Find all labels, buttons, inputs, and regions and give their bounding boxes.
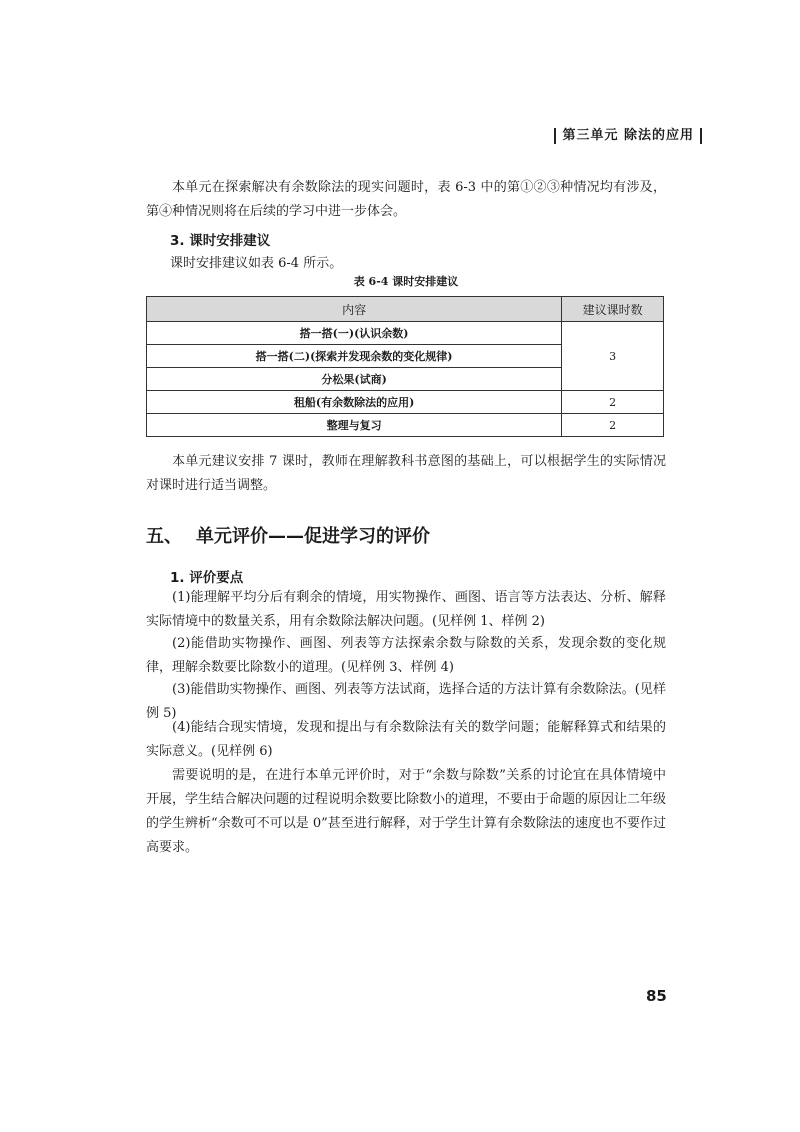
lesson-hours: 2 xyxy=(562,414,664,437)
evaluation-item: (2)能借助实物操作、画图、列表等方法探索余数与除数的关系，发现余数的变化规律，理解余数要比除数小的道理。(见样例 3、样例 4) xyxy=(146,636,666,675)
evaluation-note: 需要说明的是，在进行本单元评价时，对于“余数与除数”关系的讨论宜在具体情境中开展，学生结合解决问题的过程说明余数要比除数小的道理，不要由于命题的原因让二年级的学生辨析“余数可不可以是 0”甚至进行解释，对于学生计算有余数除法的速度也不要作过高要求。 xyxy=(146,768,667,855)
evaluation-item: (3)能借助实物操作、画图、列表等方法试商，选择合适的方法计算有余数除法。(见样例 5) xyxy=(146,682,666,721)
table-caption: 表 6-4 课时安排建议 xyxy=(353,275,459,288)
evaluation-heading: 1. 评价要点 xyxy=(170,570,244,586)
table-row xyxy=(147,322,664,345)
column-header-content: 内容 xyxy=(147,297,562,322)
intro-paragraph: 本单元在探索解决有余数除法的现实问题时，表 6-3 中的第①②③种情况均有涉及，第④种情况则将在后续的学习中进一步体会。 xyxy=(146,180,666,219)
schedule-note: 本单元建议安排 7 课时，教师在理解教科书意图的基础上，可以根据学生的实际情况对课时进行适当调整。 xyxy=(146,454,666,493)
evaluation-item: (4)能结合现实情境，发现和提出与有余数除法有关的数学问题；能解释算式和结果的实际意义。(见样例 6) xyxy=(146,720,666,759)
page-number: 85 xyxy=(646,987,667,1005)
lesson-content: 整理与复习 xyxy=(147,414,562,437)
evaluation-item: (1)能理解平均分后有剩余的情境，用实物操作、画图、语言等方法表达、分析、解释实际情境中的数量关系，用有余数除法解决问题。(见样例 1、样例 2) xyxy=(146,590,666,629)
schedule-lead: 课时安排建议如表 6-4 所示。 xyxy=(170,256,343,271)
schedule-heading: 3. 课时安排建议 xyxy=(170,233,271,249)
lesson-content: 搭一搭(一)(认识余数) xyxy=(147,322,562,345)
section-title xyxy=(146,522,430,548)
column-header-hours: 建议课时数 xyxy=(562,297,664,322)
lesson-content: 搭一搭(二)(探索并发现余数的变化规律) xyxy=(147,345,562,368)
running-header: 第三单元 除法的应用 xyxy=(554,128,702,144)
section-number: 五、 xyxy=(146,526,182,547)
lesson-content: 分松果(试商) xyxy=(147,368,562,391)
lesson-hours: 3 xyxy=(562,322,664,391)
schedule-table xyxy=(146,296,664,437)
table-row xyxy=(147,391,664,414)
lesson-content: 租船(有余数除法的应用) xyxy=(147,391,562,414)
table-row xyxy=(147,414,664,437)
section-title-text: 单元评价——促进学习的评价 xyxy=(196,526,430,547)
lesson-hours: 2 xyxy=(562,391,664,414)
table-header-row xyxy=(147,297,664,322)
